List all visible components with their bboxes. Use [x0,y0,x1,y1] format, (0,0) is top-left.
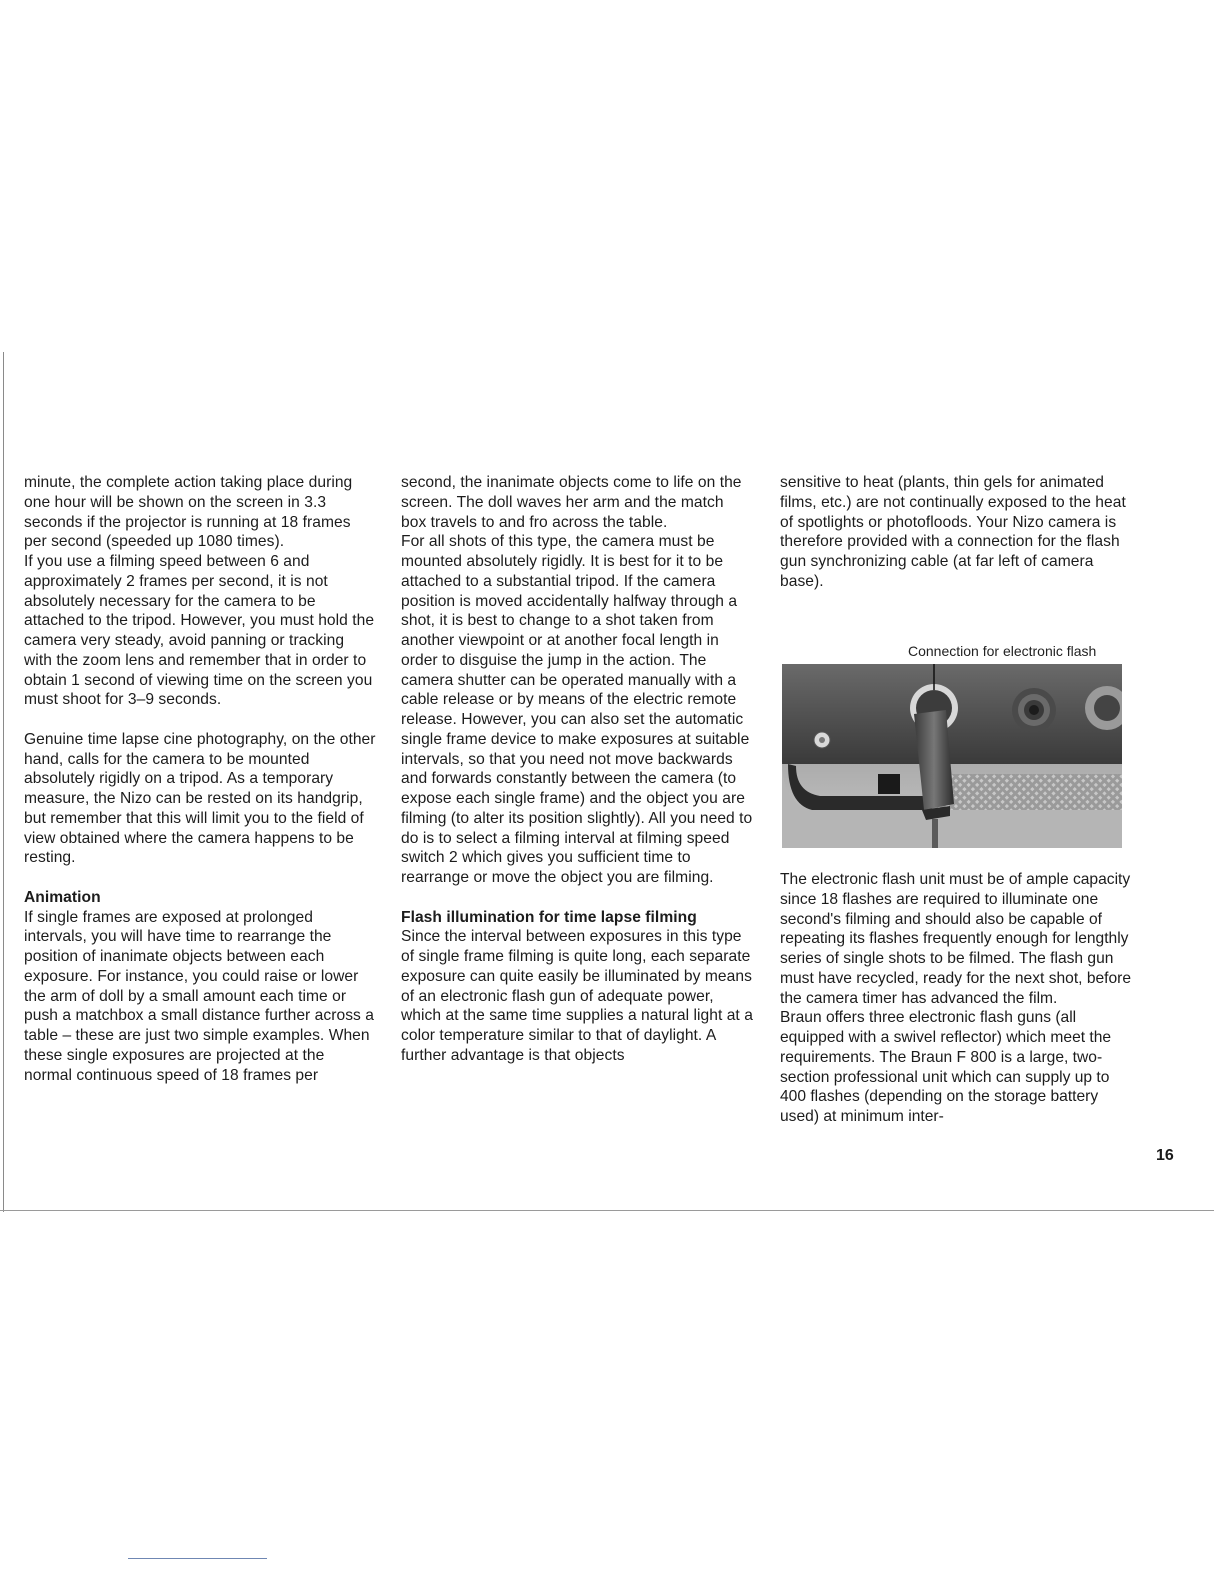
column-2 [401,473,753,1066]
col3-paragraph-1: sensitive to heat (plants, thin gels for animated films, etc.) are not continually exposed to the heat of spotlights or photofloods. Your Nizo camera is therefore provided with a connection for the flash gun synchronizing cable (at far left of camera base). [780,474,1126,590]
figure-caption: Connection for electronic flash [908,643,1097,659]
col3-paragraph-3: Braun offers three electronic flash guns (all equipped with a swivel reflector) which meet the requirements. The Braun F 800 is a large, two-section professional unit which can supply up to 400 flashes (depending on the storage battery used) at minimum inter- [780,1009,1112,1125]
col1-paragraph-3: Genuine time lapse cine photography, on the other hand, calls for the camera to be mounted absolutely rigidly on a tripod. As a temporary measure, the Nizo can be rested on its handgrip, but remember that this will limit you to the field of view obtained where the camera happens to be resting. [24,730,376,867]
col1-paragraph-2: If you use a filming speed between 6 and approximately 2 frames per second, it is not absolutely necessary for the camera to be attached to the tripod. However, you must hold the camera very steady, avoid panning or tracking with the zoom lens and remember that in order to obtain 1 second of viewing time on the screen you must shoot for 3–9 seconds. [24,553,375,709]
page-left-edge [3,352,4,1212]
col1-paragraph-1: minute, the complete action taking place during one hour will be shown on the screen in 3.3 seconds if the projector is running at 18 frames per second (speeded up 1080 times). [24,474,353,551]
animation-heading: Animation [24,888,101,906]
flash-illumination-heading: Flash illumination for time lapse filming [401,908,697,926]
col1-paragraph-4: If single frames are exposed at prolonged intervals, you will have time to rearrange the position of inanimate objects between each exposure. For instance, you could raise or lower the arm of doll by a small amount each time or push a matchbox a small distance further across a table – these are just two simple examples. When these single exposures are projected at the normal continuous speed of 18 frames per [24,908,375,1084]
column-3 [780,473,1132,592]
col2-paragraph-3: Since the interval between exposures in this type of single frame filming is quite long, each separate exposure can quite easily be illuminated by means of an electronic flash gun of adequate power, which at the same time supplies a natural light at a color temperature similar to that of daylight. A further advantage is that objects [401,928,753,1064]
col2-paragraph-1: second, the inanimate objects come to life on the screen. The doll waves her arm and the match box travels to and fro across the table. [401,474,742,531]
column-3-lower [780,870,1132,1127]
camera-base-photo [782,664,1122,848]
camera-base-figure [782,640,1122,850]
bottom-mark [128,1558,267,1559]
col2-paragraph-2: For all shots of this type, the camera must be mounted absolutely rigidly. It is best for it to be attached to a substantial tripod. If the camera position is moved accidentally halfway through a shot, it is best to change to a shot taken from another viewpoint or at another focal length in order to disguise the jump in the action. The camera shutter can be operated manually with a cable release or by means of the electric remote release. However, you can also set the automatic single frame device to make exposures at suitable intervals, so that you need not move backwards and forwards constantly between the camera (to expose each single frame) and the object you are filming (to alter its position slightly). All you need to do is to select a filming interval at filming speed switch 2 which gives you sufficient time to rearrange or move the object you are filming. [401,533,753,886]
col3-paragraph-2: The electronic flash unit must be of ample capacity since 18 flashes are required to illuminate one second's filming and should also be capable of repeating its flashes frequently enough for lengthly series of single shots to be filmed. The flash gun must have recycled, ready for the next shot, before the camera timer has advanced the film. [780,871,1132,1007]
page-number: 16 [1156,1147,1174,1164]
page-bottom-edge [0,1210,1214,1211]
column-1 [24,473,376,1085]
